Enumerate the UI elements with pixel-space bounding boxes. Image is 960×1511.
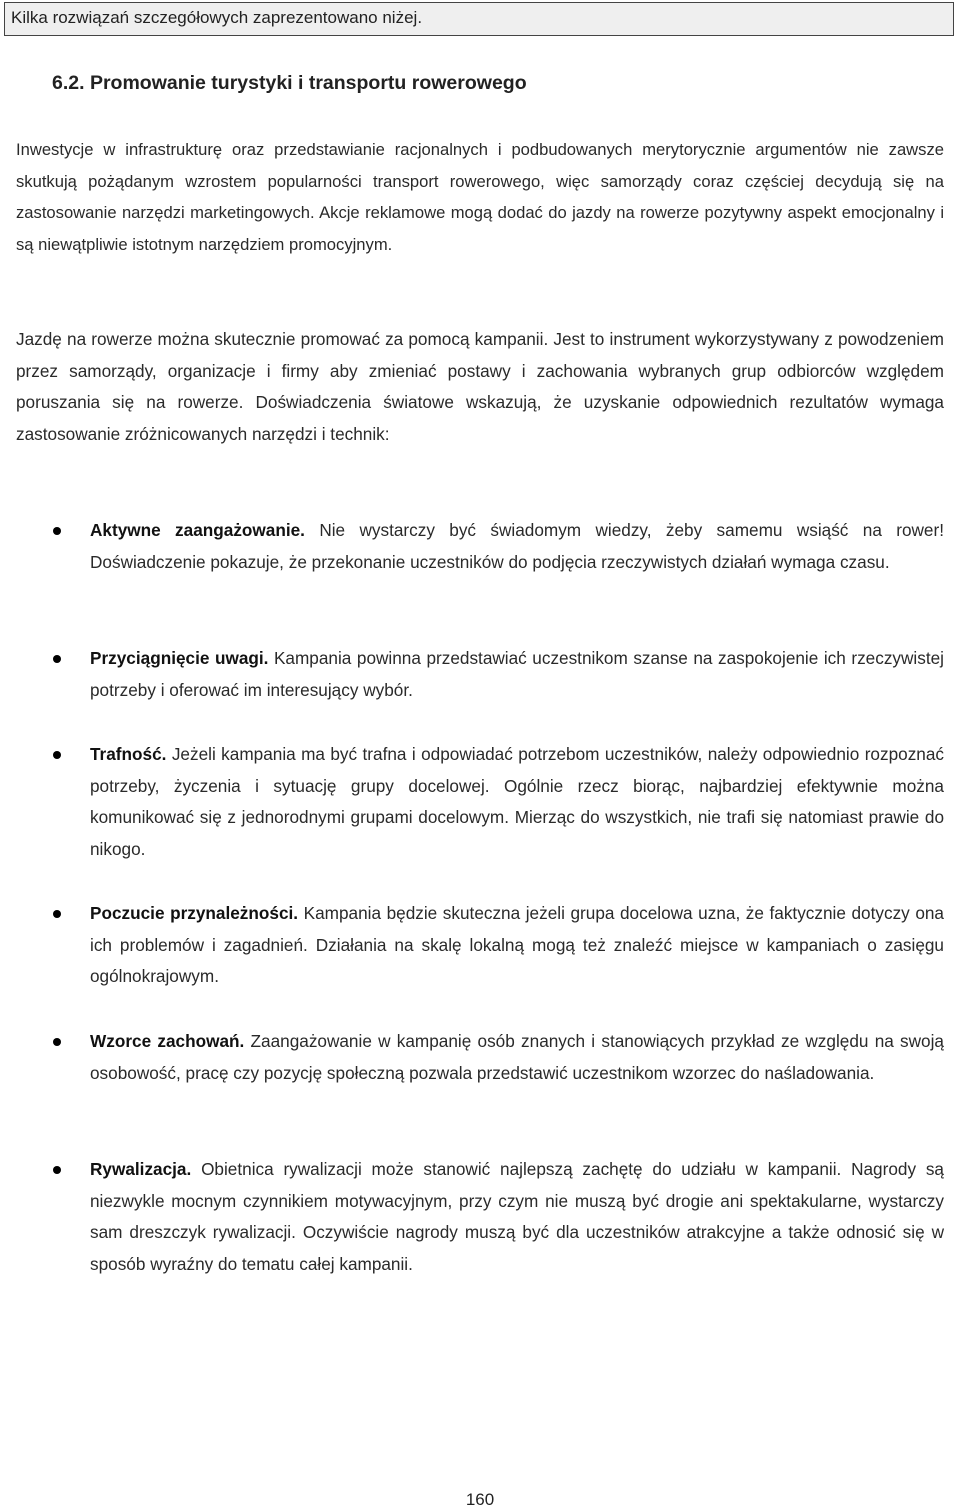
bullet-text: Jeżeli kampania ma być trafna i odpowiadać potrzebom uczestników, należy odpowiednio rozpoznać potrzeby, życzenia i sytuację grupy docelowej. Ogólnie rzecz biorąc, najbardziej efektywnie można komunikować się z jednorodnymi grupami docelowym. Mierząc do wszystkich, nie trafi się natomiast prawie do nikogo. (90, 744, 944, 859)
bullet-icon (53, 1166, 61, 1174)
bullet-title: Aktywne zaangażowanie. (90, 520, 305, 540)
bullet-text: Zaangażowanie w kampanię osób znanych i stanowiących przykład ze względu na swoją osobowość, pracę czy pozycję społeczną pozwala przedstawić uczestnikom wzorzec do naśladowania. (90, 1031, 944, 1083)
bullet-text: Obietnica rywalizacji może stanowić najlepszą zachętę do udziału w kampanii. Nagrody są niezwykle mocnym czynnikiem motywacyjnym, przy czym nie muszą być drogie ani spektakularne, wystarczy sam dreszczyk rywalizacji. Oczywiście nagrody muszą być dla uczestników atrakcyjne a także odnosić się w sposób wyraźny do tematu całej kampanii. (90, 1159, 944, 1274)
section-heading: 6.2. Promowanie turystyki i transportu rowerowego (52, 72, 527, 94)
bullet-title: Poczucie przynależności. (90, 903, 299, 923)
bullet-icon (53, 527, 61, 535)
bullet-text: Kampania będzie skuteczna jeżeli grupa docelowa uzna, że faktycznie dotyczy ona ich problemów i zagadnień. Działania na skalę lokalną mogą też znaleźć miejsce w kampaniach o zasięgu ogólnokrajowym. (90, 903, 944, 986)
bullet-title: Trafność. (90, 744, 167, 764)
paragraph-campaigns: Jazdę na rowerze można skutecznie promować za pomocą kampanii. Jest to instrument wykorzystywany z powodzeniem przez samorządy, organizacje i firmy aby zmieniać postawy i zachowania wybranych grup odbiorców względem poruszania się na rowerze. Doświadczenia światowe wskazują, że uzyskanie odpowiednich rezultatów wymaga zastosowanie zróżnicowanych narzędzi i technik: (16, 329, 944, 444)
list-item-active-engagement (90, 515, 944, 578)
bullet-title: Rywalizacja. (90, 1159, 192, 1179)
list-item-competition (90, 1154, 944, 1280)
bullet-text: Kampania powinna przedstawiać uczestnikom szanse na zaspokojenie ich rzeczywistej potrzeby i oferować im interesujący wybór. (90, 648, 944, 700)
paragraph-intro: Inwestycje w infrastrukturę oraz przedstawianie racjonalnych i podbudowanych merytorycznie argumentów nie zawsze skutkują pożądanym wzrostem popularności transport rowerowego, więc samorządy coraz częściej decydują się na zastosowanie narzędzi marketingowych. Akcje reklamowe mogą dodać do jazdy na rowerze pozytywny aspekt emocjonalny i są niewątpliwie istotnym narzędziem promocyjnym. (16, 140, 944, 254)
bullet-title: Przyciągnięcie uwagi. (90, 648, 269, 668)
bullet-icon (53, 1038, 61, 1046)
list-item-attention (90, 643, 944, 706)
bullet-icon (53, 655, 61, 663)
intro-banner: Kilka rozwiązań szczegółowych zaprezentowano niżej. (4, 2, 954, 36)
bullet-text: Nie wystarczy być świadomym wiedzy, żeby samemu wsiąść na rower! Doświadczenie pokazuje, że przekonanie uczestników do podjęcia rzeczywistych działań wymaga czasu. (90, 520, 944, 572)
bullet-icon (53, 910, 61, 918)
list-item-belonging (90, 898, 944, 993)
bullet-title: Wzorce zachowań. (90, 1031, 245, 1051)
bullet-icon (53, 751, 61, 759)
list-item-role-models (90, 1026, 944, 1089)
page-number: 160 (465, 1490, 495, 1509)
list-item-relevance (90, 739, 944, 865)
